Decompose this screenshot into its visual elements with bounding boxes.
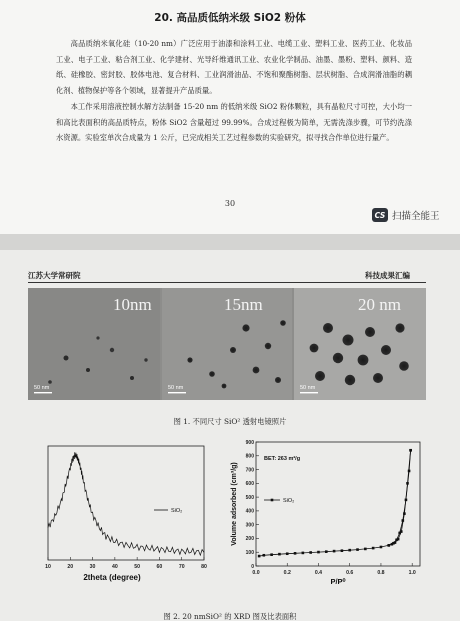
bet-data-point — [409, 449, 412, 452]
tem-panel-15nm — [162, 288, 292, 400]
section-title: 20. 高品质低纳米级 SiO2 粉体 — [154, 12, 306, 24]
bet-x-tick-label: 0.2 — [283, 570, 291, 576]
xrd-x-tick-label: 30 — [89, 564, 96, 570]
bet-y-tick-label: 800 — [245, 453, 254, 460]
bet-data-point — [387, 544, 390, 547]
bet-data-point — [403, 512, 406, 515]
bet-data-point — [302, 552, 305, 555]
bet-data-point — [400, 530, 403, 533]
bet-data-point — [270, 553, 273, 556]
bet-data-point — [397, 538, 400, 541]
camscanner-watermark — [372, 208, 440, 222]
bet-y-tick-label: 0 — [251, 563, 254, 570]
tem-panel-20nm — [294, 288, 426, 400]
bet-x-tick-label: 0.8 — [377, 570, 385, 576]
bet-y-tick-label: 900 — [245, 439, 254, 446]
header-institution: 江苏大学常研院 — [28, 271, 81, 280]
bet-data-point — [341, 549, 344, 552]
bet-y-tick-label: 100 — [245, 550, 254, 557]
bet-data-point — [286, 552, 289, 555]
tem-label-20nm: 20 nm — [358, 295, 401, 314]
bet-data-point — [258, 555, 261, 558]
bet-x-tick-label: 1.0 — [408, 570, 416, 576]
tem-scale-label-1: 50 nm — [34, 385, 50, 391]
bet-data-point — [278, 553, 281, 556]
header-divider — [28, 282, 426, 283]
bet-series-line-0 — [259, 450, 411, 556]
figure-2-caption: 图 2. 20 nmSiO² 的 XRD 图及比表面积 — [163, 612, 297, 621]
document-page-2 — [0, 250, 460, 621]
bet-data-point — [356, 548, 359, 551]
bet-legend-marker — [271, 499, 274, 502]
bet-data-point — [380, 546, 383, 549]
bet-legend-label: SiO₂ — [283, 498, 295, 504]
bet-y-tick-label: 400 — [245, 508, 254, 515]
bet-y-tick-label: 200 — [245, 536, 254, 543]
bet-y-tick-label: 500 — [245, 494, 254, 501]
tem-scale-label-3: 50 nm — [300, 385, 316, 391]
xrd-series-line — [48, 452, 204, 555]
bet-x-tick-label: 0.4 — [314, 570, 323, 576]
bet-y-tick-label: 300 — [245, 522, 254, 529]
bet-data-point — [325, 550, 328, 553]
bet-data-point — [317, 551, 320, 554]
page-number: 30 — [224, 199, 236, 208]
header-collection-title: 科技成果汇编 — [365, 271, 410, 280]
bet-y-axis-label: Volume adsorbed (cm³/g) — [231, 462, 238, 546]
bet-data-point — [294, 552, 297, 555]
tem-panel-10nm — [28, 288, 160, 400]
tem-label-10nm: 10nm — [113, 295, 152, 314]
bet-data-point — [364, 548, 367, 551]
bet-series-line-1 — [389, 450, 411, 545]
xrd-x-axis-label: 2theta (degree) — [83, 573, 141, 582]
document-page-1 — [0, 0, 460, 234]
bet-data-point — [309, 551, 312, 554]
xrd-legend-label: SiO₂ — [171, 508, 183, 514]
xrd-x-tick-label: 70 — [178, 564, 185, 570]
bet-y-tick-label: 600 — [245, 481, 254, 488]
xrd-x-tick-label: 40 — [111, 564, 118, 570]
xrd-x-tick-label: 10 — [45, 564, 51, 570]
bet-x-tick-label: 0.6 — [346, 570, 354, 576]
bet-data-point — [372, 547, 375, 550]
bet-y-tick-label: 700 — [245, 467, 254, 474]
xrd-x-tick-label: 20 — [67, 564, 74, 570]
paragraph-method: 本工作采用溶液控制水解方法制备 15-20 nm 的低纳米级 SiO2 粉体颗粒，具有晶粒尺寸可控，大小均一和高比表面积的高品质特点，粉体 SiO2 含量超过 99.99%。合成过程极为简单，无需洗涤步骤，可节约洗涤水资源。实验室单次合成量为 1 公斤，已完成相关工艺过程参数的实验研究，拟寻找合作单位进行量产。 — [56, 102, 412, 143]
bet-data-point — [263, 554, 266, 557]
bet-data-point — [394, 541, 397, 544]
camscanner-logo-icon: CS — [372, 208, 388, 222]
xrd-x-tick-label: 60 — [156, 564, 163, 570]
xrd-x-tick-label: 50 — [134, 564, 141, 570]
tem-image-figure — [28, 288, 426, 400]
paragraph-intro: 高品质纳米氧化硅（10-20 nm）广泛应用于油漆和涂料工业、电缆工业、塑料工业、医药工业、化妆品工业、电子工业、粘合剂工业、化学建材、光导纤维通讯工业、农业化学制品、油墨、墨粉、塑料、颜料、造纸、硅橡胶、密封胶、胶体电池、复合材料、工业润滑油品、不饱和聚酯树脂、层状树脂、合成润滑油脂的耦化剂、植物保护等各个领域，显著提升产品质量。 — [56, 39, 412, 95]
watermark-text: 扫描全能王 — [392, 211, 440, 222]
bet-x-tick-label: 0.0 — [252, 570, 260, 576]
figure-1-caption: 图 1. 不同尺寸 SiO² 透射电镜照片 — [173, 417, 287, 426]
bet-annotation: BET: 263 m²/g — [264, 456, 301, 462]
bet-data-point — [391, 543, 394, 546]
bet-data-point — [333, 550, 336, 553]
xrd-chart — [36, 440, 212, 590]
bet-x-axis-label: P/P⁰ — [330, 577, 346, 586]
xrd-x-tick-label: 80 — [201, 564, 207, 570]
tem-scale-label-2: 50 nm — [168, 385, 184, 391]
bet-data-point — [406, 482, 409, 485]
tem-label-15nm: 15nm — [224, 295, 263, 314]
bet-isotherm-chart — [226, 438, 426, 590]
bet-data-point — [348, 549, 351, 552]
